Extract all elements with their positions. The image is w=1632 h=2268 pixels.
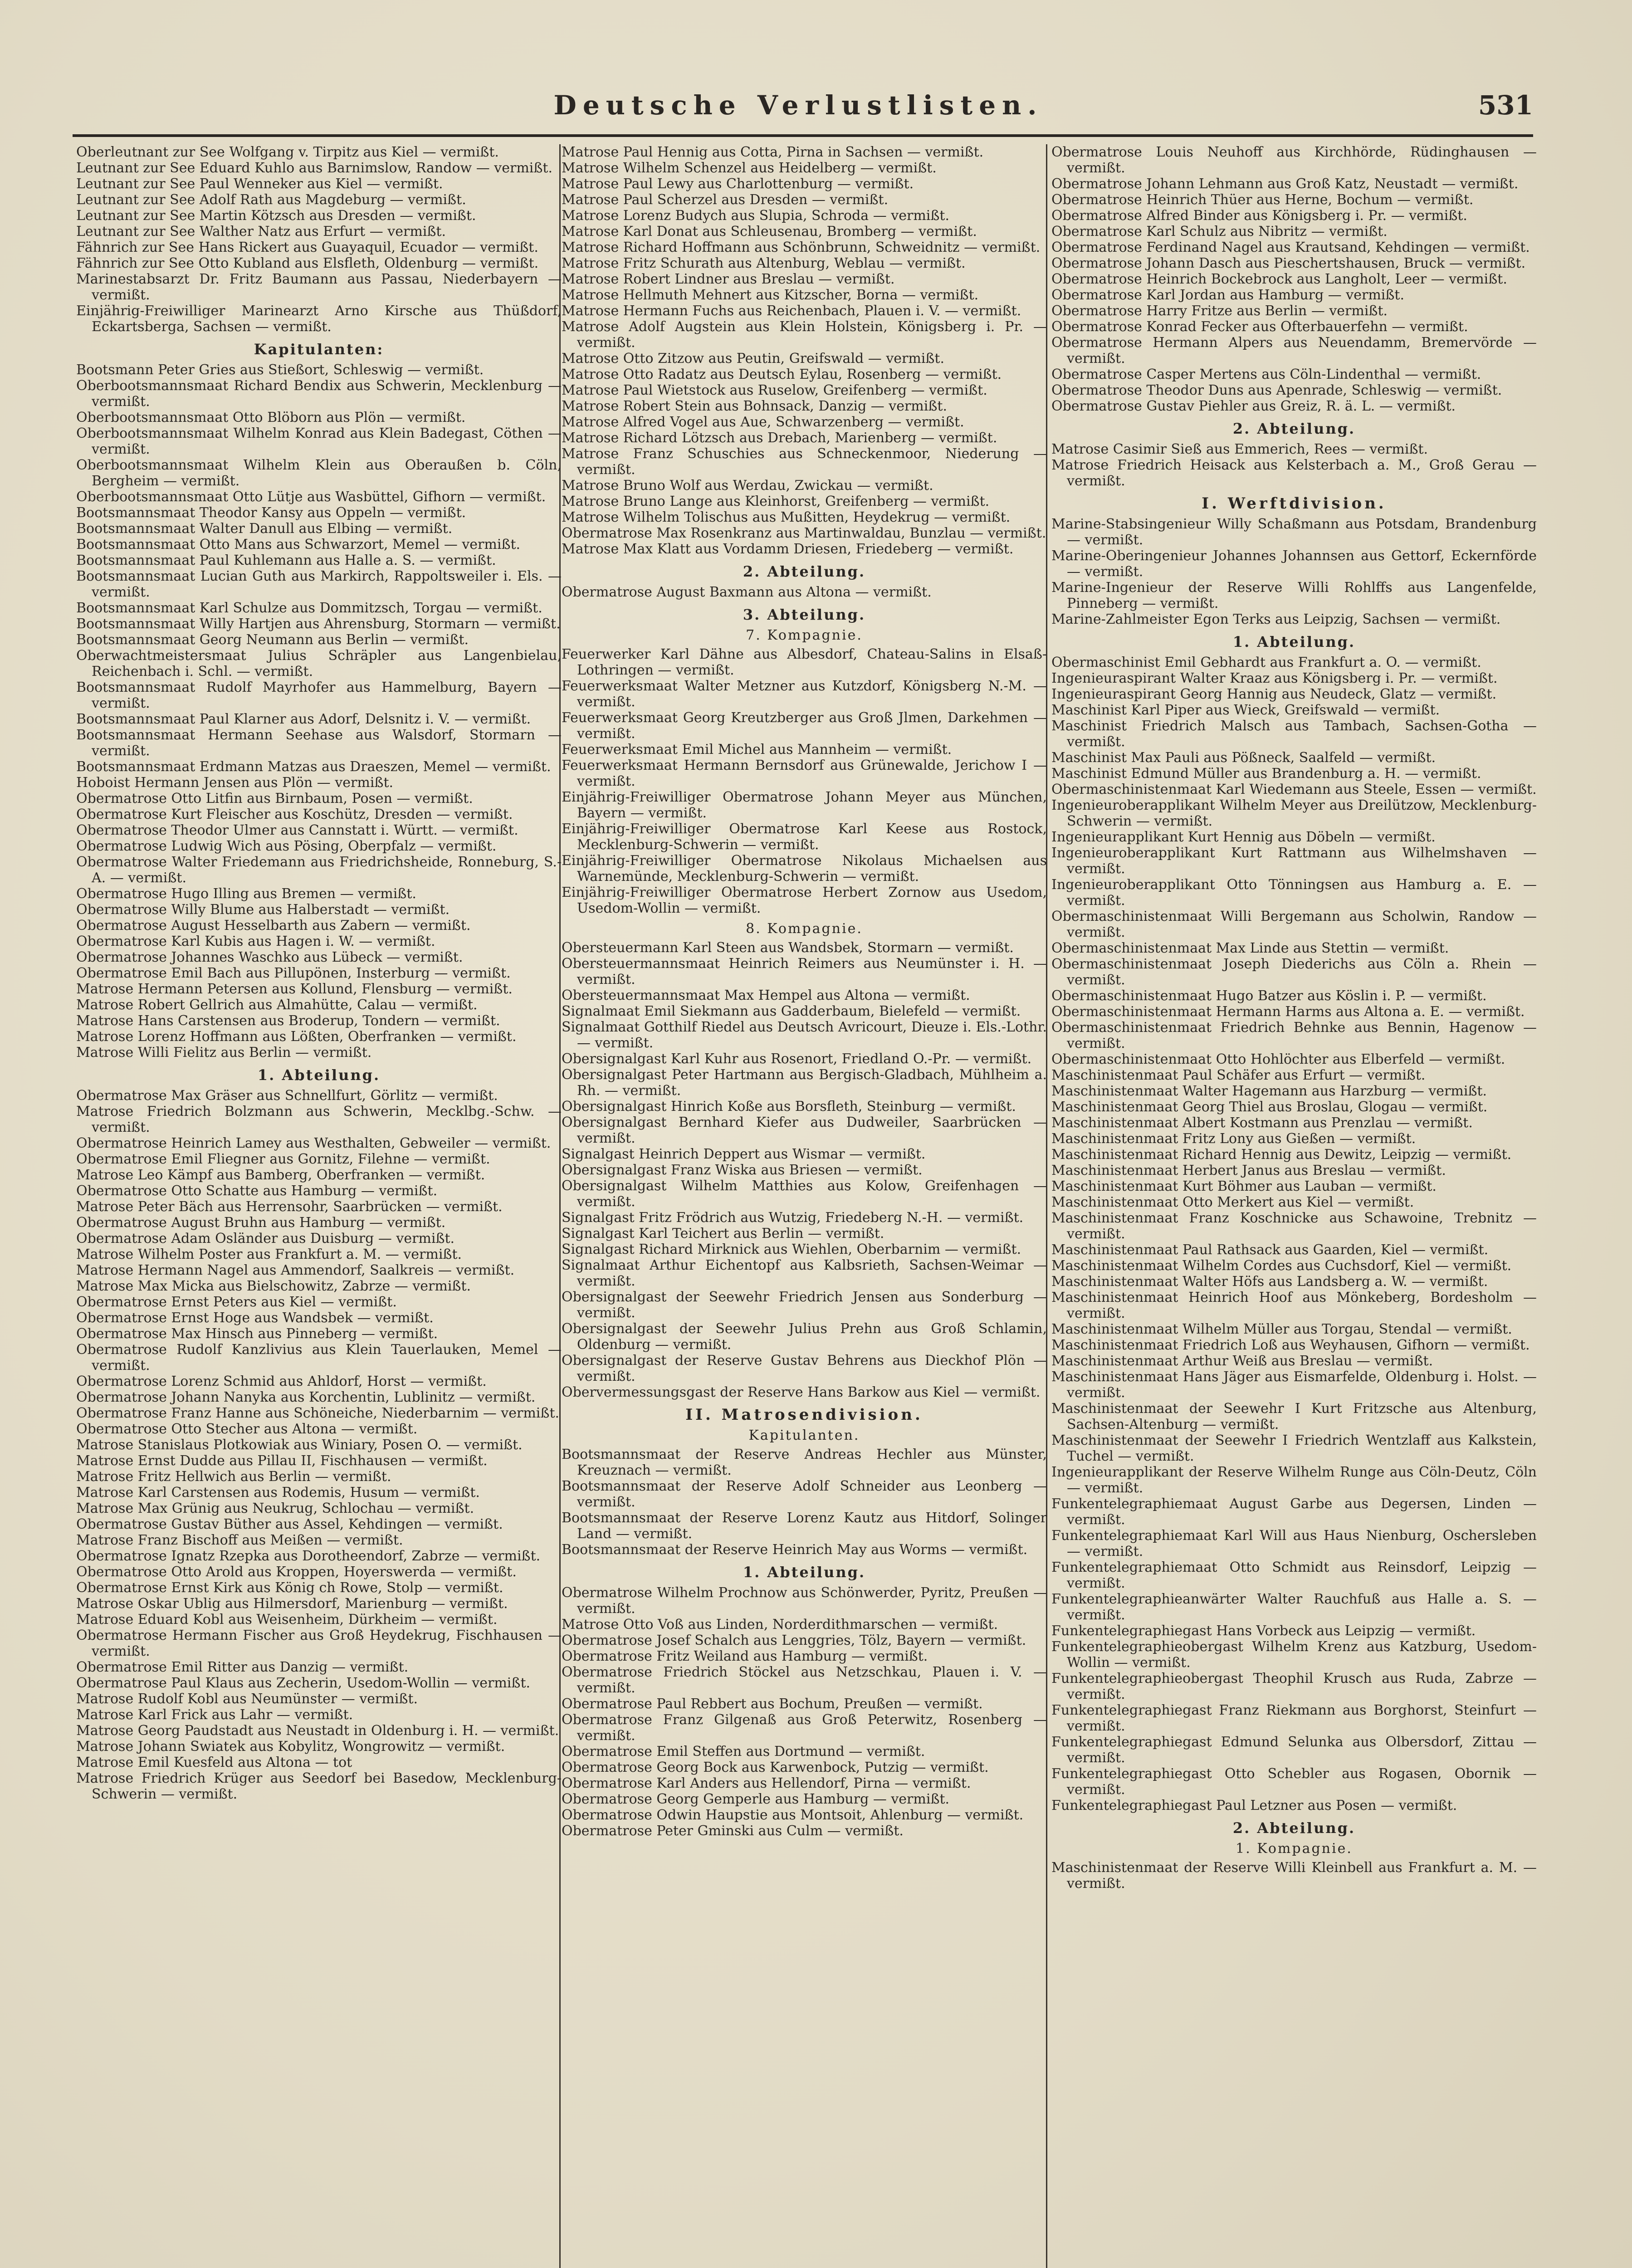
casualty-entry: Matrose Karl Frick aus Lahr — vermißt. bbox=[76, 1707, 353, 1723]
casualty-entry: Leutnant zur See Walther Natz aus Erfurt — vermißt. bbox=[76, 224, 446, 240]
casualty-entry: Obermatrose Johann Dasch aus Pieschertshausen, Bruck — vermißt. bbox=[1051, 255, 1526, 271]
casualty-entry: Matrose Friedrich Bolzmann aus Schwerin, Mecklbg.-Schw. — vermißt. bbox=[76, 1104, 562, 1135]
casualty-entry: Matrose Richard Lötzsch aus Drebach, Marienberg — vermißt. bbox=[562, 430, 997, 446]
section-heading: 2. Abteilung. bbox=[1232, 1819, 1356, 1837]
casualty-entry: Matrose Emil Kuesfeld aus Altona — tot bbox=[76, 1755, 352, 1770]
casualty-entry: Funkentelegraphiegast Paul Letzner aus Posen — vermißt. bbox=[1051, 1798, 1457, 1813]
casualty-entry: Einjährig-Freiwilliger Obermatrose Karl Keese aus Rostock, Mecklenburg-Schwerin — vermißt. bbox=[562, 821, 1047, 853]
casualty-entry: Funkentelegraphiemaat Otto Schmidt aus Reinsdorf, Leipzig — vermißt. bbox=[1051, 1559, 1537, 1591]
casualty-entry: Obermatrose Ernst Kirk aus König ch Rowe, Stolp — vermißt. bbox=[76, 1580, 503, 1596]
casualty-entry: Hoboist Hermann Jensen aus Plön — vermißt. bbox=[76, 775, 394, 791]
casualty-entry: Signalmaat Arthur Eichentopf aus Kalbsrieth, Sachsen-Weimar — vermißt. bbox=[562, 1257, 1047, 1289]
casualty-entry: Matrose Franz Bischoff aus Meißen — vermißt. bbox=[76, 1532, 403, 1548]
casualty-entry: Obermatrose Heinrich Bockebrock aus Langholt, Leer — vermißt. bbox=[1051, 271, 1507, 287]
casualty-entry: Obermatrose Peter Gminski aus Culm — vermißt. bbox=[562, 1823, 904, 1839]
casualty-entry: Obermaschinistenmaat Karl Wiedemann aus Steele, Essen — vermißt. bbox=[1051, 782, 1537, 797]
casualty-entry: Matrose Robert Lindner aus Breslau — vermißt. bbox=[562, 271, 895, 287]
casualty-entry: Obermatrose Johannes Waschko aus Lübeck — vermißt. bbox=[76, 949, 463, 965]
casualty-entry: Obersignalgast Karl Kuhr aus Rosenort, Friedland O.-Pr. — vermißt. bbox=[562, 1051, 1032, 1067]
casualty-entry: Obermatrose Karl Schulz aus Nibritz — vermißt. bbox=[1051, 224, 1388, 240]
casualty-entry: Feuerwerksmaat Walter Metzner aus Kutzdorf, Königsberg N.-M. — vermißt. bbox=[562, 678, 1047, 710]
casualty-entry: Matrose Fritz Schurath aus Altenburg, Weblau — vermißt. bbox=[562, 255, 966, 271]
casualty-entry: Obermaschinistenmaat Max Linde aus Stettin — vermißt. bbox=[1051, 940, 1449, 956]
page-title: Deutsche Verlustlisten. bbox=[553, 90, 1043, 121]
casualty-entry: Signalmaat Gotthilf Riedel aus Deutsch Avricourt, Dieuze i. Els.-Lothr. — vermißt. bbox=[562, 1019, 1047, 1051]
casualty-entry: Obersignalgast der Reserve Gustav Behrens aus Dieckhof Plön — vermißt. bbox=[562, 1353, 1047, 1384]
casualty-entry: Bootsmannsmaat Theodor Kansy aus Oppeln — vermißt. bbox=[76, 505, 466, 521]
casualty-entry: Funkentelegraphiegast Edmund Selunka aus Olbersdorf, Zittau — vermißt. bbox=[1051, 1734, 1537, 1766]
casualty-entry: Matrose Otto Zitzow aus Peutin, Greifswald — vermißt. bbox=[562, 351, 945, 367]
subsection-heading: Kapitulanten. bbox=[748, 1427, 860, 1443]
casualty-entry: Maschinistenmaat Herbert Janus aus Breslau — vermißt. bbox=[1051, 1163, 1446, 1178]
casualty-entry: Maschinist Edmund Müller aus Brandenburg a. H. — vermißt. bbox=[1051, 766, 1481, 782]
casualty-entry: Obermatrose Ferdinand Nagel aus Krautsand, Kehdingen — vermißt. bbox=[1051, 240, 1530, 255]
casualty-entry: Ingenieuroberapplikant Kurt Rattmann aus Wilhelmshaven — vermißt. bbox=[1051, 845, 1537, 877]
subsection-heading: 8. Kompagnie. bbox=[746, 921, 863, 937]
subsection-heading: 1. Kompagnie. bbox=[1236, 1841, 1353, 1857]
casualty-entry: Maschinistenmaat Walter Hagemann aus Harzburg — vermißt. bbox=[1051, 1083, 1487, 1099]
column-middle bbox=[562, 144, 1047, 2268]
division-heading: I. Werftdivision. bbox=[1202, 494, 1387, 513]
casualty-entry: Matrose Franz Schuschies aus Schneckenmoor, Niederung — vermißt. bbox=[562, 446, 1047, 478]
casualty-entry: Maschinistenmaat Wilhelm Müller aus Torgau, Stendal — vermißt. bbox=[1051, 1321, 1512, 1337]
casualty-entry: Obersignalgast der Seewehr Friedrich Jensen aus Sonderburg — vermißt. bbox=[562, 1289, 1047, 1321]
casualty-entry: Matrose Friedrich Krüger aus Seedorf bei Basedow, Mecklenburg-Schwerin — vermißt. bbox=[76, 1770, 562, 1802]
casualty-entry: Ingenieuroberapplikant Otto Tönningsen aus Hamburg a. E. — vermißt. bbox=[1051, 877, 1537, 909]
casualty-entry: Matrose Bruno Wolf aus Werdau, Zwickau — vermißt. bbox=[562, 478, 933, 494]
casualty-entry: Bootsmannsmaat Karl Schulze aus Dommitzsch, Torgau — vermißt. bbox=[76, 600, 542, 616]
casualty-entry: Obermatrose August Bruhn aus Hamburg — vermißt. bbox=[76, 1215, 446, 1231]
casualty-entry: Obersignalgast der Seewehr Julius Prehn aus Groß Schlamin, Oldenburg — vermißt. bbox=[562, 1321, 1047, 1353]
page-number: 531 bbox=[1478, 90, 1533, 121]
section-heading: Kapitulanten: bbox=[254, 341, 384, 358]
casualty-entry: Matrose Lorenz Budych aus Slupia, Schroda — vermißt. bbox=[562, 208, 949, 224]
casualty-entry: Obermatrose Paul Klaus aus Zecherin, Usedom-Wollin — vermißt. bbox=[76, 1675, 531, 1691]
casualty-entry: Obermatrose Georg Bock aus Karwenbock, Putzig — vermißt. bbox=[562, 1760, 989, 1775]
casualty-entry: Oberbootsmannsmaat Otto Lütje aus Wasbüttel, Gifhorn — vermißt. bbox=[76, 489, 546, 505]
casualty-entry: Matrose Friedrich Heisack aus Kelsterbach a. M., Groß Gerau — vermißt. bbox=[1051, 457, 1537, 489]
casualty-entry: Maschinistenmaat der Seewehr I Kurt Fritzsche aus Altenburg, Sachsen-Altenburg — vermißt. bbox=[1051, 1401, 1537, 1432]
casualty-entry: Funkentelegraphiegast Otto Schebler aus Rogasen, Obornik — vermißt. bbox=[1051, 1766, 1537, 1798]
casualty-entry: Ingenieuraspirant Walter Kraaz aus Königsberg i. Pr. — vermißt. bbox=[1051, 670, 1498, 686]
casualty-entry: Obermatrose Rudolf Kanzlivius aus Klein Tauerlauken, Memel — vermißt. bbox=[76, 1342, 562, 1374]
casualty-entry: Bootsmannsmaat Erdmann Matzas aus Draeszen, Memel — vermißt. bbox=[76, 759, 551, 775]
casualty-entry: Oberbootsmannsmaat Wilhelm Klein aus Oberaußen b. Cöln, Bergheim — vermißt. bbox=[76, 457, 562, 489]
casualty-entry: Matrose Paul Scherzel aus Dresden — vermißt. bbox=[562, 192, 889, 208]
casualty-entry: Obermaschinistenmaat Friedrich Behnke aus Bennin, Hagenow — vermißt. bbox=[1051, 1020, 1537, 1051]
casualty-entry: Bootsmann Peter Gries aus Stießort, Schleswig — vermißt. bbox=[76, 362, 484, 378]
casualty-entry: Maschinistenmaat Otto Merkert aus Kiel — vermißt. bbox=[1051, 1194, 1414, 1210]
casualty-entry: Maschinistenmaat der Seewehr I Friedrich Wentzlaff aus Kalkstein, Tuchel — vermißt. bbox=[1051, 1432, 1537, 1464]
casualty-entry: Obersignalgast Wilhelm Matthies aus Kolow, Greifenhagen — vermißt. bbox=[562, 1178, 1047, 1210]
casualty-entry: Matrose Hans Carstensen aus Broderup, Tondern — vermißt. bbox=[76, 1013, 500, 1029]
casualty-entry: Obermatrose Karl Kubis aus Hagen i. W. — vermißt. bbox=[76, 934, 435, 949]
casualty-entry: Einjährig-Freiwilliger Obermatrose Johann Meyer aus München, Bayern — vermißt. bbox=[562, 789, 1047, 821]
casualty-entry: Obermatrose Walter Friedemann aus Friedrichsheide, Ronneburg, S.-A. — vermißt. bbox=[76, 854, 562, 886]
casualty-entry: Bootsmannsmaat der Reserve Heinrich May aus Worms — vermißt. bbox=[562, 1542, 1028, 1558]
casualty-entry: Bootsmannsmaat Willy Hartjen aus Ahrensburg, Stormarn — vermißt. bbox=[76, 616, 561, 632]
casualty-entry: Bootsmannsmaat der Reserve Lorenz Kautz aus Hitdorf, Solinger Land — vermißt. bbox=[562, 1510, 1047, 1542]
casualty-entry: Matrose Wilhelm Schenzel aus Heidelberg — vermißt. bbox=[562, 160, 937, 176]
casualty-entry: Obermatrose Fritz Weiland aus Hamburg — vermißt. bbox=[562, 1648, 928, 1664]
casualty-entry: Signalgast Fritz Frödrich aus Wutzig, Friedeberg N.-H. — vermißt. bbox=[562, 1210, 1024, 1226]
casualty-entry: Obermatrose Hugo Illing aus Bremen — vermißt. bbox=[76, 886, 416, 902]
casualty-entry: Obermatrose Hermann Alpers aus Neuendamm, Bremervörde — vermißt. bbox=[1051, 335, 1537, 367]
casualty-entry: Maschinist Friedrich Malsch aus Tambach, Sachsen-Gotha — vermißt. bbox=[1051, 718, 1537, 750]
section-heading: 1. Abteilung. bbox=[743, 1564, 866, 1581]
casualty-entry: Obermatrose Gustav Büther aus Assel, Kehdingen — vermißt. bbox=[76, 1516, 503, 1532]
casualty-entry: Matrose Richard Hoffmann aus Schönbrunn, Schweidnitz — vermißt. bbox=[562, 240, 1041, 255]
casualty-entry: Ingenieuroberapplikant Wilhelm Meyer aus Dreilützow, Mecklenburg-Schwerin — vermißt. bbox=[1051, 797, 1537, 829]
casualty-entry: Maschinistenmaat Friedrich Loß aus Weyhausen, Gifhorn — vermißt. bbox=[1051, 1337, 1530, 1353]
casualty-entry: Obervermessungsgast der Reserve Hans Barkow aus Kiel — vermißt. bbox=[562, 1384, 1041, 1400]
casualty-entry: Obersteuermann Karl Steen aus Wandsbek, Stormarn — vermißt. bbox=[562, 940, 1014, 956]
casualty-entry: Obermatrose Lorenz Schmid aus Ahldorf, Horst — vermißt. bbox=[76, 1374, 487, 1389]
casualty-entry: Obermatrose Paul Rebbert aus Bochum, Preußen — vermißt. bbox=[562, 1696, 983, 1712]
casualty-entry: Maschinistenmaat Arthur Weiß aus Breslau — vermißt. bbox=[1051, 1353, 1433, 1369]
casualty-entry: Obermatrose Karl Anders aus Hellendorf, Pirna — vermißt. bbox=[562, 1775, 971, 1791]
casualty-entry: Funkentelegraphieanwärter Walter Rauchfuß aus Halle a. S. — vermißt. bbox=[1051, 1591, 1537, 1623]
casualty-entry: Matrose Georg Paudstadt aus Neustadt in Oldenburg i. H. — vermißt. bbox=[76, 1723, 559, 1739]
casualty-entry: Obermatrose Ignatz Rzepka aus Dorotheendorf, Zabrze — vermißt. bbox=[76, 1548, 541, 1564]
casualty-entry: Obermatrose Theodor Duns aus Apenrade, Schleswig — vermißt. bbox=[1051, 382, 1502, 398]
casualty-entry: Funkentelegraphiemaat Karl Will aus Haus Nienburg, Oschersleben — vermißt. bbox=[1051, 1528, 1537, 1559]
casualty-entry: Obermatrose Emil Bach aus Pillupönen, Insterburg — vermißt. bbox=[76, 965, 511, 981]
casualty-entry: Matrose Hermann Fuchs aus Reichenbach, Plauen i. V. — vermißt. bbox=[562, 303, 1021, 319]
casualty-entry: Matrose Eduard Kobl aus Weisenheim, Dürkheim — vermißt. bbox=[76, 1612, 498, 1628]
casualty-entry: Matrose Peter Bäch aus Herrensohr, Saarbrücken — vermißt. bbox=[76, 1199, 503, 1215]
casualty-entry: Bootsmannsmaat Hermann Seehase aus Walsdorf, Stormarn — vermißt. bbox=[76, 727, 562, 759]
casualty-entry: Obermatrose Emil Fliegner aus Gornitz, Filehne — vermißt. bbox=[76, 1151, 490, 1167]
casualty-entry: Matrose Adolf Augstein aus Klein Holstein, Königsberg i. Pr. — vermißt. bbox=[562, 319, 1047, 351]
casualty-entry: Funkentelegraphiemaat August Garbe aus Degersen, Linden — vermißt. bbox=[1051, 1496, 1537, 1528]
header-rule bbox=[73, 134, 1533, 137]
casualty-entry: Obermatrose Heinrich Lamey aus Westhalten, Gebweiler — vermißt. bbox=[76, 1135, 551, 1151]
casualty-entry: Obermatrose Emil Steffen aus Dortmund — vermißt. bbox=[562, 1744, 925, 1760]
casualty-entry: Maschinistenmaat Richard Hennig aus Dewitz, Leipzig — vermißt. bbox=[1051, 1147, 1512, 1163]
casualty-entry: Maschinistenmaat Fritz Lony aus Gießen — vermißt. bbox=[1051, 1131, 1416, 1147]
casualty-entry: Obermaschinistenmaat Joseph Diederichs aus Cöln a. Rhein — vermißt. bbox=[1051, 956, 1537, 988]
casualty-entry: Fähnrich zur See Hans Rickert aus Guayaquil, Ecuador — vermißt. bbox=[76, 240, 538, 255]
casualty-entry: Einjährig-Freiwilliger Marinearzt Arno Kirsche aus Thüßdorf, Eckartsberga, Sachsen — vermißt. bbox=[76, 303, 562, 335]
casualty-entry: Obermatrose Harry Fritze aus Berlin — vermißt. bbox=[1051, 303, 1388, 319]
casualty-entry: Obermatrose Casper Mertens aus Cöln-Lindenthal — vermißt. bbox=[1051, 367, 1481, 382]
casualty-entry: Matrose Johann Swiatek aus Kobylitz, Wongrowitz — vermißt. bbox=[76, 1739, 505, 1755]
casualty-entry: Signalgast Karl Teichert aus Berlin — vermißt. bbox=[562, 1226, 884, 1242]
casualty-entry: Obermatrose Adam Osländer aus Duisburg — vermißt. bbox=[76, 1231, 455, 1246]
casualty-entry: Obermatrose Ernst Peters aus Kiel — vermißt. bbox=[76, 1294, 397, 1310]
casualty-entry: Ingenieuraspirant Georg Hannig aus Neudeck, Glatz — vermißt. bbox=[1051, 686, 1497, 702]
casualty-entry: Obermaschinistenmaat Hugo Batzer aus Köslin i. P. — vermißt. bbox=[1051, 988, 1487, 1004]
casualty-entry: Obermaschinistenmaat Otto Hohlöchter aus Elberfeld — vermißt. bbox=[1051, 1051, 1505, 1067]
casualty-entry: Obersteuermannsmaat Max Hempel aus Altona — vermißt. bbox=[562, 987, 970, 1003]
casualty-entry: Obermatrose Otto Litfin aus Birnbaum, Posen — vermißt. bbox=[76, 791, 473, 807]
casualty-entry: Matrose Robert Stein aus Bohnsack, Danzig — vermißt. bbox=[562, 398, 947, 414]
column-left bbox=[76, 144, 562, 2268]
casualty-entry: Bootsmannsmaat Paul Klarner aus Adorf, Delsnitz i. V. — vermißt. bbox=[76, 711, 531, 727]
casualty-entry: Obermatrose Emil Ritter aus Danzig — vermißt. bbox=[76, 1659, 409, 1675]
casualty-entry: Leutnant zur See Martin Kötzsch aus Dresden — vermißt. bbox=[76, 208, 476, 224]
casualty-entry: Obermatrose Max Hinsch aus Pinneberg — vermißt. bbox=[76, 1326, 438, 1342]
casualty-entry: Obersignalgast Hinrich Koße aus Borsfleth, Steinburg — vermißt. bbox=[562, 1099, 1016, 1114]
casualty-entry: Leutnant zur See Adolf Rath aus Magdeburg — vermißt. bbox=[76, 192, 466, 208]
casualty-entry: Obermatrose Franz Hanne aus Schöneiche, Niederbarnim — vermißt. bbox=[76, 1405, 560, 1421]
casualty-entry: Matrose Hermann Nagel aus Ammendorf, Saalkreis — vermißt. bbox=[76, 1262, 515, 1278]
casualty-entry: Obermatrose Alfred Binder aus Königsberg i. Pr. — vermißt. bbox=[1051, 208, 1467, 224]
casualty-entry: Oberleutnant zur See Wolfgang v. Tirpitz aus Kiel — vermißt. bbox=[76, 144, 499, 160]
casualty-entry: Marine-Oberingenieur Johannes Johannsen aus Gettorf, Eckernförde — vermißt. bbox=[1051, 548, 1537, 580]
casualty-entry: Matrose Lorenz Hoffmann aus Lößten, Oberfranken — vermißt. bbox=[76, 1029, 517, 1045]
casualty-entry: Matrose Wilhelm Tolischus aus Mußitten, Heydekrug — vermißt. bbox=[562, 509, 1011, 525]
casualty-entry: Funkentelegraphieobergast Wilhelm Krenz aus Katzburg, Usedom-Wollin — vermißt. bbox=[1051, 1639, 1537, 1671]
casualty-entry: Obermatrose Otto Stecher aus Altona — vermißt. bbox=[76, 1421, 418, 1437]
casualty-entry: Obermatrose Georg Gemperle aus Hamburg — vermißt. bbox=[562, 1791, 950, 1807]
casualty-entry: Marine-Stabsingenieur Willy Schaßmann aus Potsdam, Brandenburg — vermißt. bbox=[1051, 516, 1537, 548]
casualty-entry: Obermatrose Josef Schalch aus Lenggries, Tölz, Bayern — vermißt. bbox=[562, 1633, 1026, 1648]
casualty-entry: Obersignalgast Peter Hartmann aus Bergisch-Gladbach, Mühlheim a. Rh. — vermißt. bbox=[562, 1067, 1047, 1099]
casualty-entry: Obermatrose Otto Arold aus Kroppen, Hoyerswerda — vermißt. bbox=[76, 1564, 517, 1580]
casualty-entry: Maschinist Karl Piper aus Wieck, Greifswald — vermißt. bbox=[1051, 702, 1440, 718]
casualty-entry: Obermatrose Johann Lehmann aus Groß Katz, Neustadt — vermißt. bbox=[1051, 176, 1519, 192]
casualty-entry: Matrose Max Micka aus Bielschowitz, Zabrze — vermißt. bbox=[76, 1278, 471, 1294]
casualty-entry: Obermatrose Louis Neuhoff aus Kirchhörde, Rüdinghausen — vermißt. bbox=[1051, 144, 1537, 176]
casualty-entry: Obersteuermannsmaat Heinrich Reimers aus Neumünster i. H. — vermißt. bbox=[562, 956, 1047, 987]
casualty-entry: Obermaschinist Emil Gebhardt aus Frankfurt a. O. — vermißt. bbox=[1051, 655, 1481, 670]
casualty-entry: Obermatrose Heinrich Thüer aus Herne, Bochum — vermißt. bbox=[1051, 192, 1474, 208]
casualty-entry: Matrose Rudolf Kobl aus Neumünster — vermißt. bbox=[76, 1691, 418, 1707]
casualty-entry: Matrose Paul Hennig aus Cotta, Pirna in Sachsen — vermißt. bbox=[562, 144, 984, 160]
casualty-entry: Obermatrose Johann Nanyka aus Korchentin, Lublinitz — vermißt. bbox=[76, 1389, 536, 1405]
casualty-entry: Bootsmannsmaat der Reserve Adolf Schneider aus Leonberg — vermißt. bbox=[562, 1478, 1047, 1510]
casualty-entry: Oberbootsmannsmaat Otto Blöborn aus Plön — vermißt. bbox=[76, 410, 466, 425]
casualty-entry: Obermatrose Hermann Fischer aus Groß Heydekrug, Fischhausen — vermißt. bbox=[76, 1628, 562, 1659]
casualty-entry: Obermatrose Ernst Hoge aus Wandsbek — vermißt. bbox=[76, 1310, 434, 1326]
casualty-entry: Obersignalgast Bernhard Kiefer aus Dudweiler, Saarbrücken — vermißt. bbox=[562, 1114, 1047, 1146]
casualty-entry: Obermatrose Odwin Haupstie aus Montsoit, Ahlenburg — vermißt. bbox=[562, 1807, 1024, 1823]
casualty-entry: Matrose Casimir Sieß aus Emmerich, Rees — vermißt. bbox=[1051, 441, 1428, 457]
section-heading: 1. Abteilung. bbox=[257, 1066, 381, 1084]
casualty-entry: Funkentelegraphiegast Franz Riekmann aus Borghorst, Steinfurt — vermißt. bbox=[1051, 1702, 1537, 1734]
casualty-entry: Matrose Paul Wietstock aus Ruselow, Greifenberg — vermißt. bbox=[562, 382, 987, 398]
casualty-entry: Signalgast Heinrich Deppert aus Wismar — vermißt. bbox=[562, 1146, 926, 1162]
casualty-entry: Bootsmannsmaat Otto Mans aus Schwarzort, Memel — vermißt. bbox=[76, 537, 521, 552]
page-header bbox=[73, 86, 1533, 127]
casualty-entry: Marine-Ingenieur der Reserve Willi Rohlffs aus Langenfelde, Pinneberg — vermißt. bbox=[1051, 580, 1537, 611]
casualty-entry: Matrose Hermann Petersen aus Kollund, Flensburg — vermißt. bbox=[76, 981, 513, 997]
casualty-entry: Maschinistenmaat Wilhelm Cordes aus Cuchsdorf, Kiel — vermißt. bbox=[1051, 1258, 1512, 1274]
casualty-entry: Feuerwerksmaat Hermann Bernsdorf aus Grünewalde, Jerichow I — vermißt. bbox=[562, 758, 1047, 789]
casualty-entry: Fähnrich zur See Otto Kubland aus Elsfleth, Oldenburg — vermißt. bbox=[76, 255, 539, 271]
casualty-entry: Obermatrose August Baxmann aus Altona — vermißt. bbox=[562, 584, 932, 600]
casualty-entry: Matrose Ernst Dudde aus Pillau II, Fischhausen — vermißt. bbox=[76, 1453, 488, 1469]
casualty-entry: Oberwachtmeistersmaat Julius Schräpler aus Langenbielau, Reichenbach i. Schl. — vermißt. bbox=[76, 648, 562, 679]
casualty-entry: Bootsmannsmaat Paul Kuhlemann aus Halle a. S. — vermißt. bbox=[76, 552, 496, 568]
subsection-heading: 7. Kompagnie. bbox=[746, 627, 863, 643]
casualty-entry: Einjährig-Freiwilliger Obermatrose Herbert Zornow aus Usedom, Usedom-Wollin — vermißt. bbox=[562, 885, 1047, 916]
casualty-entry: Matrose Bruno Lange aus Kleinhorst, Greifenberg — vermißt. bbox=[562, 494, 990, 509]
casualty-entry: Matrose Paul Lewy aus Charlottenburg — vermißt. bbox=[562, 176, 914, 192]
casualty-entry: Maschinistenmaat Paul Schäfer aus Erfurt — vermißt. bbox=[1051, 1067, 1426, 1083]
casualty-entry: Bootsmannsmaat Walter Danull aus Elbing — vermißt. bbox=[76, 521, 453, 537]
casualty-entry: Feuerwerksmaat Emil Michel aus Mannheim — vermißt. bbox=[562, 742, 952, 758]
casualty-entry: Obermatrose Otto Schatte aus Hamburg — vermißt. bbox=[76, 1183, 438, 1199]
casualty-entry: Matrose Max Grünig aus Neukrug, Schlochau — vermißt. bbox=[76, 1501, 474, 1516]
casualty-entry: Maschinistenmaat Walter Höfs aus Landsberg a. W. — vermißt. bbox=[1051, 1274, 1488, 1290]
casualty-entry: Funkentelegraphieobergast Theophil Krusch aus Ruda, Zabrze — vermißt. bbox=[1051, 1671, 1537, 1702]
section-heading: 2. Abteilung. bbox=[743, 563, 866, 580]
division-heading: II. Matrosendivision. bbox=[685, 1406, 923, 1424]
casualty-entry: Obermatrose Gustav Piehler aus Greiz, R. ä. L. — vermißt. bbox=[1051, 398, 1456, 414]
casualty-entry: Oberbootsmannsmaat Wilhelm Konrad aus Klein Badegast, Cöthen — vermißt. bbox=[76, 425, 562, 457]
casualty-entry: Funkentelegraphiegast Hans Vorbeck aus Leipzig — vermißt. bbox=[1051, 1623, 1476, 1639]
casualty-entry: Matrose Leo Kämpf aus Bamberg, Oberfranken — vermißt. bbox=[76, 1167, 485, 1183]
casualty-entry: Matrose Willi Fielitz aus Berlin — vermißt. bbox=[76, 1045, 372, 1061]
section-heading: 1. Abteilung. bbox=[1232, 633, 1356, 650]
casualty-entry: Obermaschinistenmaat Willi Bergemann aus Scholwin, Randow — vermißt. bbox=[1051, 909, 1537, 940]
casualty-entry: Feuerwerksmaat Georg Kreutzberger aus Groß Jlmen, Darkehmen — vermißt. bbox=[562, 710, 1047, 742]
casualty-entry: Maschinistenmaat Paul Rathsack aus Gaarden, Kiel — vermißt. bbox=[1051, 1242, 1489, 1258]
casualty-entry: Obersignalgast Franz Wiska aus Briesen — vermißt. bbox=[562, 1162, 923, 1178]
casualty-entry: Obermatrose Max Rosenkranz aus Martinwaldau, Bunzlau — vermißt. bbox=[562, 525, 1046, 541]
casualty-entry: Obermatrose Theodor Ulmer aus Cannstatt i. Württ. — vermißt. bbox=[76, 822, 518, 838]
casualty-entry: Obermatrose Willy Blume aus Halberstadt — vermißt. bbox=[76, 902, 450, 918]
casualty-entry: Matrose Wilhelm Poster aus Frankfurt a. M. — vermißt. bbox=[76, 1246, 462, 1262]
casualty-entry: Obermatrose August Hesselbarth aus Zabern — vermißt. bbox=[76, 918, 471, 934]
casualty-entry: Bootsmannsmaat Rudolf Mayrhofer aus Hammelburg, Bayern — vermißt. bbox=[76, 679, 562, 711]
casualty-entry: Maschinistenmaat Georg Thiel aus Broslau, Glogau — vermißt. bbox=[1051, 1099, 1488, 1115]
casualty-entry: Obermatrose Max Gräser aus Schnellfurt, Görlitz — vermißt. bbox=[76, 1088, 498, 1104]
casualty-entry: Bootsmannsmaat Georg Neumann aus Berlin — vermißt. bbox=[76, 632, 469, 648]
casualty-entry: Matrose Fritz Hellwich aus Berlin — vermißt. bbox=[76, 1469, 391, 1485]
casualty-entry: Obermatrose Franz Gilgenaß aus Groß Peterwitz, Rosenberg — vermißt. bbox=[562, 1712, 1047, 1744]
casualty-entry: Obermatrose Konrad Fecker aus Ofterbauerfehn — vermißt. bbox=[1051, 319, 1468, 335]
casualty-entry: Signalmaat Emil Siekmann aus Gadderbaum, Bielefeld — vermißt. bbox=[562, 1003, 1021, 1019]
casualty-entry: Matrose Otto Voß aus Linden, Norderdithmarschen — vermißt. bbox=[562, 1617, 998, 1633]
casualty-entry: Matrose Alfred Vogel aus Aue, Schwarzenberg — vermißt. bbox=[562, 414, 964, 430]
casualty-entry: Matrose Max Klatt aus Vordamm Driesen, Friedeberg — vermißt. bbox=[562, 541, 1014, 557]
casualty-entry: Matrose Karl Donat aus Schleusenau, Bromberg — vermißt. bbox=[562, 224, 977, 240]
casualty-entry: Matrose Stanislaus Plotkowiak aus Winiary, Posen O. — vermißt. bbox=[76, 1437, 523, 1453]
casualty-entry: Maschinistenmaat Kurt Böhmer aus Lauban — vermißt. bbox=[1051, 1178, 1437, 1194]
column-right bbox=[1051, 144, 1537, 2268]
casualty-entry: Matrose Robert Gellrich aus Almahütte, Calau — vermißt. bbox=[76, 997, 478, 1013]
casualty-entry: Maschinistenmaat Albert Kostmann aus Prenzlau — vermißt. bbox=[1051, 1115, 1473, 1131]
casualty-entry: Marinestabsarzt Dr. Fritz Baumann aus Passau, Niederbayern — vermißt. bbox=[76, 271, 562, 303]
casualty-entry: Maschinist Max Pauli aus Pößneck, Saalfeld — vermißt. bbox=[1051, 750, 1436, 766]
casualty-entry: Leutnant zur See Eduard Kuhlo aus Barnimslow, Randow — vermißt. bbox=[76, 160, 552, 176]
casualty-entry: Maschinistenmaat Franz Koschnicke aus Schawoine, Trebnitz — vermißt. bbox=[1051, 1210, 1537, 1242]
section-heading: 2. Abteilung. bbox=[1232, 420, 1356, 437]
section-heading: 3. Abteilung. bbox=[743, 606, 866, 623]
casualty-entry: Matrose Otto Radatz aus Deutsch Eylau, Rosenberg — vermißt. bbox=[562, 367, 1002, 382]
casualty-entry: Matrose Karl Carstensen aus Rodemis, Husum — vermißt. bbox=[76, 1485, 480, 1501]
casualty-entry: Obermaschinistenmaat Hermann Harms aus Altona a. E. — vermißt. bbox=[1051, 1004, 1525, 1020]
casualty-entry: Maschinistenmaat der Reserve Willi Kleinbell aus Frankfurt a. M. — vermißt. bbox=[1051, 1860, 1537, 1892]
casualty-entry: Obermatrose Karl Jordan aus Hamburg — vermißt. bbox=[1051, 287, 1405, 303]
casualty-entry: Matrose Hellmuth Mehnert aus Kitzscher, Borna — vermißt. bbox=[562, 287, 979, 303]
casualty-entry: Maschinistenmaat Hans Jäger aus Eismarfelde, Oldenburg i. Holst. — vermißt. bbox=[1051, 1369, 1537, 1401]
casualty-entry: Obermatrose Wilhelm Prochnow aus Schönwerder, Pyritz, Preußen — vermißt. bbox=[562, 1585, 1047, 1617]
casualty-entry: Einjährig-Freiwilliger Obermatrose Nikolaus Michaelsen aus Warnemünde, Mecklenburg-Schwerin — vermißt. bbox=[562, 853, 1047, 885]
casualty-entry: Obermatrose Friedrich Stöckel aus Netzschkau, Plauen i. V. — vermißt. bbox=[562, 1664, 1047, 1696]
casualty-entry: Bootsmannsmaat Lucian Guth aus Markirch, Rappoltsweiler i. Els. — vermißt. bbox=[76, 568, 562, 600]
casualty-entry: Matrose Oskar Ublig aus Hilmersdorf, Marienburg — vermißt. bbox=[76, 1596, 508, 1612]
casualty-entry: Bootsmannsmaat der Reserve Andreas Hechler aus Münster, Kreuznach — vermißt. bbox=[562, 1447, 1047, 1478]
casualty-entry: Oberbootsmannsmaat Richard Bendix aus Schwerin, Mecklenburg — vermißt. bbox=[76, 378, 562, 410]
casualty-entry: Ingenieurapplikant Kurt Hennig aus Döbeln — vermißt. bbox=[1051, 829, 1436, 845]
casualty-entry: Signalgast Richard Mirknick aus Wiehlen, Oberbarnim — vermißt. bbox=[562, 1242, 1021, 1257]
casualty-entry: Marine-Zahlmeister Egon Terks aus Leipzig, Sachsen — vermißt. bbox=[1051, 611, 1501, 627]
casualty-entry: Ingenieurapplikant der Reserve Wilhelm Runge aus Cöln-Deutz, Cöln — vermißt. bbox=[1051, 1464, 1537, 1496]
casualty-entry: Obermatrose Kurt Fleischer aus Koschütz, Dresden — vermißt. bbox=[76, 807, 513, 822]
casualty-entry: Leutnant zur See Paul Wenneker aus Kiel — vermißt. bbox=[76, 176, 443, 192]
casualty-entry: Obermatrose Ludwig Wich aus Pösing, Oberpfalz — vermißt. bbox=[76, 838, 497, 854]
casualty-entry: Maschinistenmaat Heinrich Hoof aus Mönkeberg, Bordesholm — vermißt. bbox=[1051, 1290, 1537, 1321]
casualty-entry: Feuerwerker Karl Dähne aus Albesdorf, Chateau-Salins in Elsaß-Lothringen — vermißt. bbox=[562, 646, 1047, 678]
